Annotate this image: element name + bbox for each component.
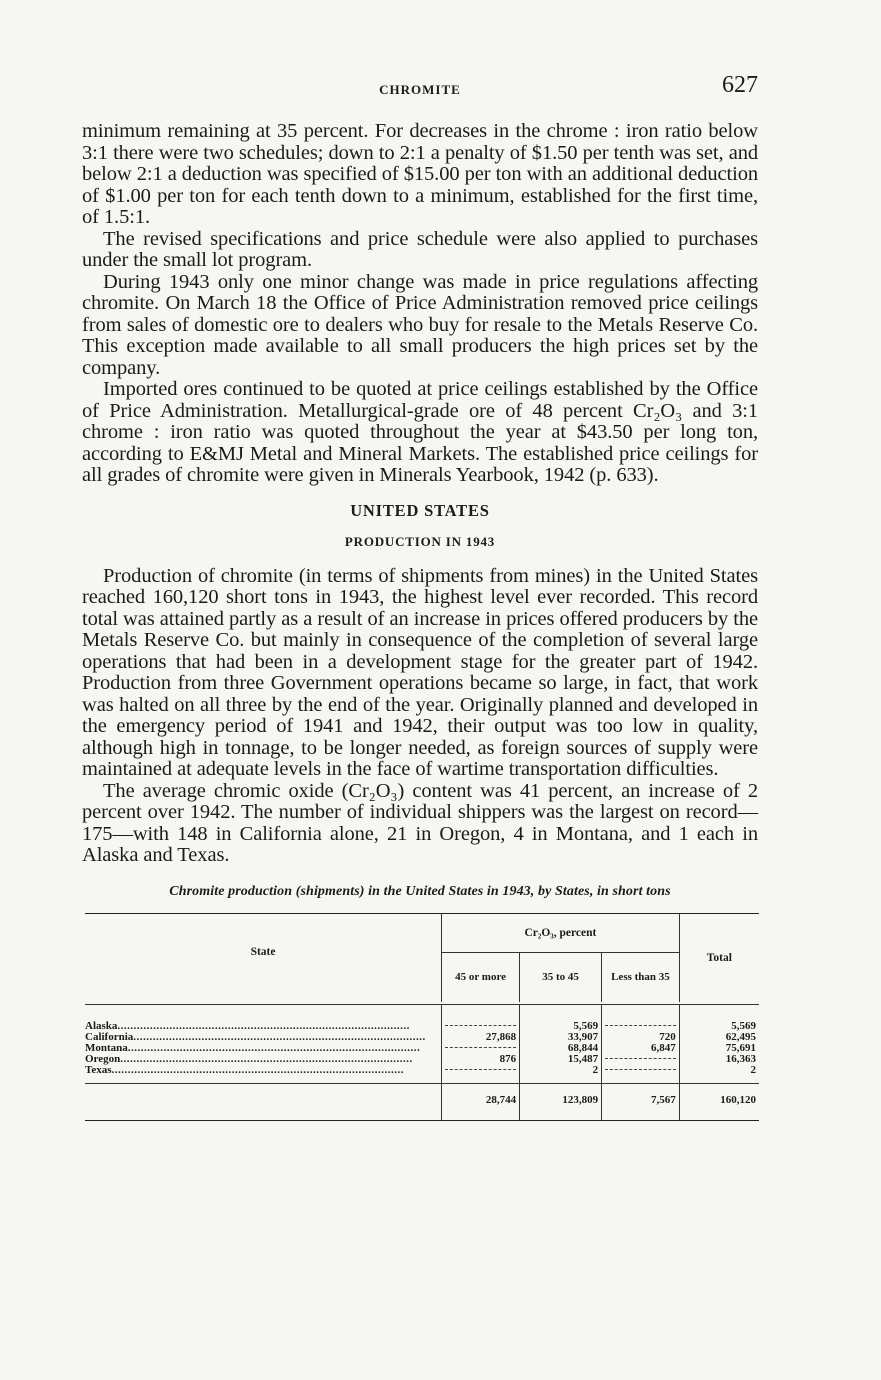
table-cell [442, 1043, 520, 1054]
totals-row [85, 1083, 759, 1120]
empty-cell-leader [445, 1069, 516, 1070]
table-cell: 876 [442, 1054, 520, 1065]
table-caption: Chromite production (shipments) in the United States in 1943, by States, in short tons [169, 883, 671, 899]
leader-dots [133, 1032, 426, 1043]
state-cell [85, 1054, 442, 1065]
paragraph: Production of chromite (in terms of shipments from mines) in the United States reached 160,120 short tons in 1943, the highest level ever recorded. This record total was attained partly as a result of an increase in prices offered producers by the Metals Reserve Co. but mainly in consequence of the completion of several large operations that had been in a development stage for the greater part of 1942. Production from three Government operations became so large, in fact, that work was halted on all three by the end of the year. Originally planned and developed in the emergency period of 1941 and 1942, their output was too low in quality, although high in tonnage, to be longer needed, as foreign sources of supply were maintained at adequate levels in the face of wartime transportation difficulties. [82, 564, 758, 780]
paragraph: Imported ores continued to be quoted at price ceilings established by the Office of Price Administration. Metallurgical-grade ore of 48 percent Cr₂O₃ and 3:1 chrome : iron ratio was quoted throughout the year at $43.50 per long ton, according to E&MJ Metal and Mineral Markets. The established price ceilings for all grades of chromite were given in Minerals Yearbook, 1942 (p. 633). [82, 378, 758, 486]
table-rule [85, 1120, 759, 1121]
table-row [85, 1065, 759, 1084]
table-cell [602, 1065, 680, 1084]
table-cell: 5,569 [731, 1019, 756, 1032]
empty-cell-leader [445, 1025, 516, 1026]
running-head: CHROMITE [379, 82, 461, 97]
subsection-title: PRODUCTION IN 1943 [344, 533, 496, 549]
table-cell: 123,809 [520, 1083, 602, 1120]
section-title: UNITED STATES [350, 500, 490, 520]
table-cell: 16,363 [725, 1052, 756, 1065]
state-cell [85, 1032, 442, 1043]
table-row [85, 1043, 759, 1054]
production-table [85, 913, 761, 1121]
table-cell: 27,868 [442, 1032, 520, 1043]
table-cell: 33,907 [520, 1032, 602, 1043]
table-cell: 28,744 [442, 1083, 520, 1120]
state-cell [85, 1004, 442, 1032]
page-header [82, 70, 758, 106]
totals-label-cell [85, 1083, 442, 1120]
state-cell [85, 1043, 442, 1054]
table-row [85, 1004, 759, 1032]
table-cell: 5,569 [520, 1004, 602, 1032]
column-group-header: Cr₂O₃, percent [442, 913, 680, 952]
table-row [85, 1032, 759, 1043]
table-cell [442, 1065, 520, 1084]
document-page [82, 70, 758, 1121]
state-name: Texas [85, 1064, 112, 1076]
column-header: 45 or more [442, 952, 520, 1001]
table-cell [442, 1004, 520, 1032]
leader-dots [112, 1065, 405, 1076]
table-cell: 75,691 [725, 1041, 756, 1054]
column-header: 35 to 45 [520, 952, 602, 1001]
paragraph: During 1943 only one minor change was made in price regulations affecting chromite. On March 18 the Office of Price Administration removed price ceilings from sales of domestic ore to dealers who buy for resale to the Metals Reserve Co. This exception made available to all small producers the high prices set by the company. [82, 270, 758, 379]
table-row [85, 1054, 759, 1065]
table-cell: 720 [602, 1032, 680, 1043]
paragraph: The revised specifications and price schedule were also applied to purchases under the small lot program. [82, 227, 758, 271]
paragraph: minimum remaining at 35 percent. For decreases in the chrome : iron ratio below 3:1 there were two schedules; down to 2:1 a penalty of $1.50 per tenth was set, and below 2:1 a deduction was specified of $15.00 per ton with an additional deduction of $1.00 per ton for each tenth down to a minimum, established for the first time, of 1.5:1. [82, 120, 758, 228]
page-number: 627 [722, 72, 758, 98]
table-cell: 7,567 [602, 1083, 680, 1120]
paragraph: The average chromic oxide (Cr₂O₃) content was 41 percent, an increase of 2 percent over 1942. The number of individual shippers was the largest on record—175—with 148 in California alone, 21 in Oregon, 4 in Montana, and 1 each in Alaska and Texas. [82, 779, 758, 866]
table-cell: 2 [520, 1065, 602, 1084]
state-name: Oregon [85, 1053, 121, 1065]
table-cell: 6,847 [602, 1043, 680, 1054]
leader-dots [117, 1020, 410, 1032]
state-cell [85, 1065, 442, 1084]
table-cell: 160,120 [679, 1083, 759, 1120]
column-header-state: State [85, 913, 442, 1002]
production-text [82, 566, 758, 867]
table-cell: 15,487 [520, 1054, 602, 1065]
leader-dots [128, 1043, 421, 1054]
state-name: California [85, 1031, 134, 1043]
table-cell: 68,844 [520, 1043, 602, 1054]
column-header-total: Total [679, 913, 759, 1002]
state-name: Montana [85, 1042, 128, 1054]
table-cell [602, 1054, 680, 1065]
state-name: Alaska [85, 1019, 118, 1032]
empty-cell-leader [605, 1058, 676, 1059]
empty-cell-leader [605, 1025, 676, 1026]
column-header: Less than 35 [602, 952, 680, 1001]
table-cell: 2 [750, 1063, 756, 1076]
leader-dots [120, 1054, 413, 1065]
table-cell [602, 1004, 680, 1032]
intro-text [82, 121, 758, 487]
empty-cell-leader [445, 1047, 516, 1048]
empty-cell-leader [605, 1069, 676, 1070]
table-cell: 62,495 [725, 1030, 756, 1043]
